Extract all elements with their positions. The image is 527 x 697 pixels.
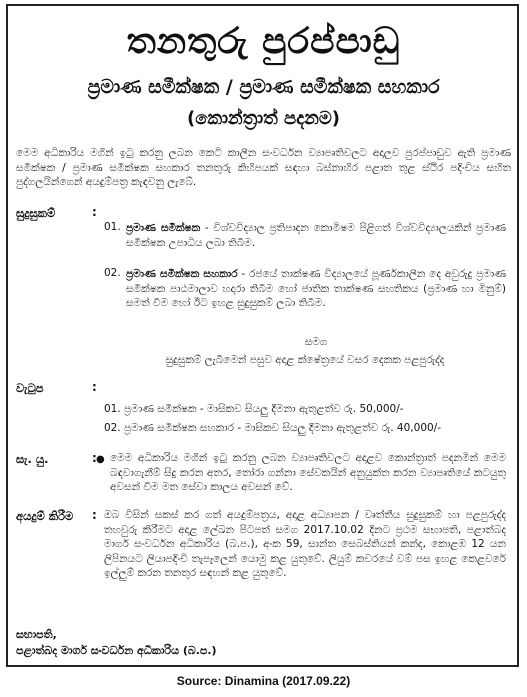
source-caption: Source: Dinamina (2017.09.22) — [176, 674, 351, 688]
intro-paragraph: මෙම අධිකාරිය මගින් ඉටු කරනු ලබන කෙටි කාලීන සංවර්ධන ව්‍යාපෘතිවලට අදාලව පුරප්පාඩුව ඇති ප්‍රමාණ සමීක්ෂක / ප්‍රමාණ සමීක්ෂක සහකාර තනතුරු කිහිපයක් සඳහා බස්නාහිර පළාත තුළ ස්ථිර පදිංචිය සහිත පුද්ගලයින්ගෙන් අයදුම්පත්‍ර කැඳවනු ලැබේ. — [16, 147, 511, 189]
apply-text: ඔබ විසින් සකස් කර ගත් අයදුම්පත්‍රය, අදාළ අධ්‍යාපන / වෘත්තීය සුදුසුකම් හා පළපුරුද්ද තහවුරු කිරීමට අදාළ ලේඛන පිටපත් සමග 2017.10.02 දිනට ප්‍රථම සභාපති, පළාත්බද මාර්ග සංවර්ධන අධිකාරිය (බ.ප.), අංක 59, සාන්ත සෙබස්තියන් කන්ද, කොළඹ 12 යන ලිපිනයට ලියාපදිංචි තැපෑලෙන් යොමු කළ යුතුවේ. ලියුම් කවරයේ වම් පස ඉහළ කෙළවරේ ඉල්ලුම් කරන තනතුර සඳහන් කළ යුතුවේ. — [104, 509, 506, 580]
page-title: තනතුරු පුරප්පාඩු — [126, 20, 401, 62]
salary-item1: 01. ප්‍රමාණ සමීක්ෂක - මාසිකව සියලු දීමනා ඇතුළත්ව රු. 50,000/- — [104, 403, 404, 415]
salary-colon: : — [92, 380, 97, 394]
salary-label: වැටුප — [16, 381, 44, 395]
signature-title: සභාපති, — [16, 628, 57, 641]
salary-item2: 02. ප්‍රමාණ සමීක්ෂක සහකාර - මාසිකව සියලු දීමනා ඇතුළත්ව රු. 40,000/- — [104, 422, 442, 434]
apply-label: අයදුම් කිරීම — [16, 509, 74, 523]
signature-organization: පළාත්බද මාර්ග සංවර්ධන අධිකාරිය (බ.ප.) — [16, 644, 217, 657]
qual-item2-title: ප්‍රමාණ සමීක්ෂක සහකාර — [126, 268, 238, 280]
qual-item1-text: - විශ්වවිද්‍යාල ප්‍රතිපාදන කොමිෂම පිළිගත් විශ්වවිද්‍යාලයකින් ප්‍රමාණ සමීක්ෂක උපාධිය ලබා තිබීම. — [126, 222, 506, 249]
note-label: සැ. යු. — [16, 452, 49, 466]
contract-basis-subtitle: (කොන්ත්‍රාත් පදනම) — [186, 108, 341, 129]
note-bullet-icon: ● — [96, 454, 105, 465]
qualifications-label: සුදුසුකම් — [16, 206, 56, 220]
qual-with-label: සමග — [304, 336, 328, 348]
position-subtitle: ප්‍රමාණ සමීක්ෂක / ප්‍රමාණ සමීක්ෂක සහකාර — [87, 76, 440, 98]
qual-item1-title: ප්‍රමාණ සමීක්ෂක — [126, 222, 201, 234]
qual-item2-text: - රජයේ තාක්ෂණ විද්‍යාලයේ පූර්ණකාලීන දෙ අවුරුදු ප්‍රමාණ සමීක්ෂක පාඨමාලාව හදාරා තිබීම හෝ ජාතික තාක්ෂණ සහතිකය (ප්‍රමාණ හා මිනුම්) සමත් වීම හෝ ඊට ඉහළ සුදුසුකම් ලබා තිබීම. — [126, 268, 506, 310]
note-text: මෙම අධිකාරිය මගින් ඉටු කරනු ලබන ව්‍යාපෘතිවලට අදාළව කොන්ත්‍රාත් පදනමින් මෙම බඳවාගැනීම් සිදු කරන අතර, තෝරා ගන්නා සේවකයින් අනුයුක්ත කරන ව්‍යාපෘතියේ කටයුතු අවසන් වීම මත සේවා කාලය අවසන් වේ. — [110, 452, 506, 494]
qual-item1-number: 01. — [104, 221, 121, 233]
apply-colon: : — [92, 508, 97, 522]
qual-experience: සුදුසුකම් ලැබීමෙන් පසුව අදාළ ක්ෂේත්‍රයේ වසර දෙකක පළපුරුද්ද — [165, 354, 445, 366]
qual-item1 — [126, 221, 506, 250]
note-colon: : — [92, 451, 97, 465]
qualifications-colon: : — [92, 205, 97, 219]
qual-item2 — [126, 267, 506, 311]
qual-item2-number: 02. — [104, 267, 121, 279]
